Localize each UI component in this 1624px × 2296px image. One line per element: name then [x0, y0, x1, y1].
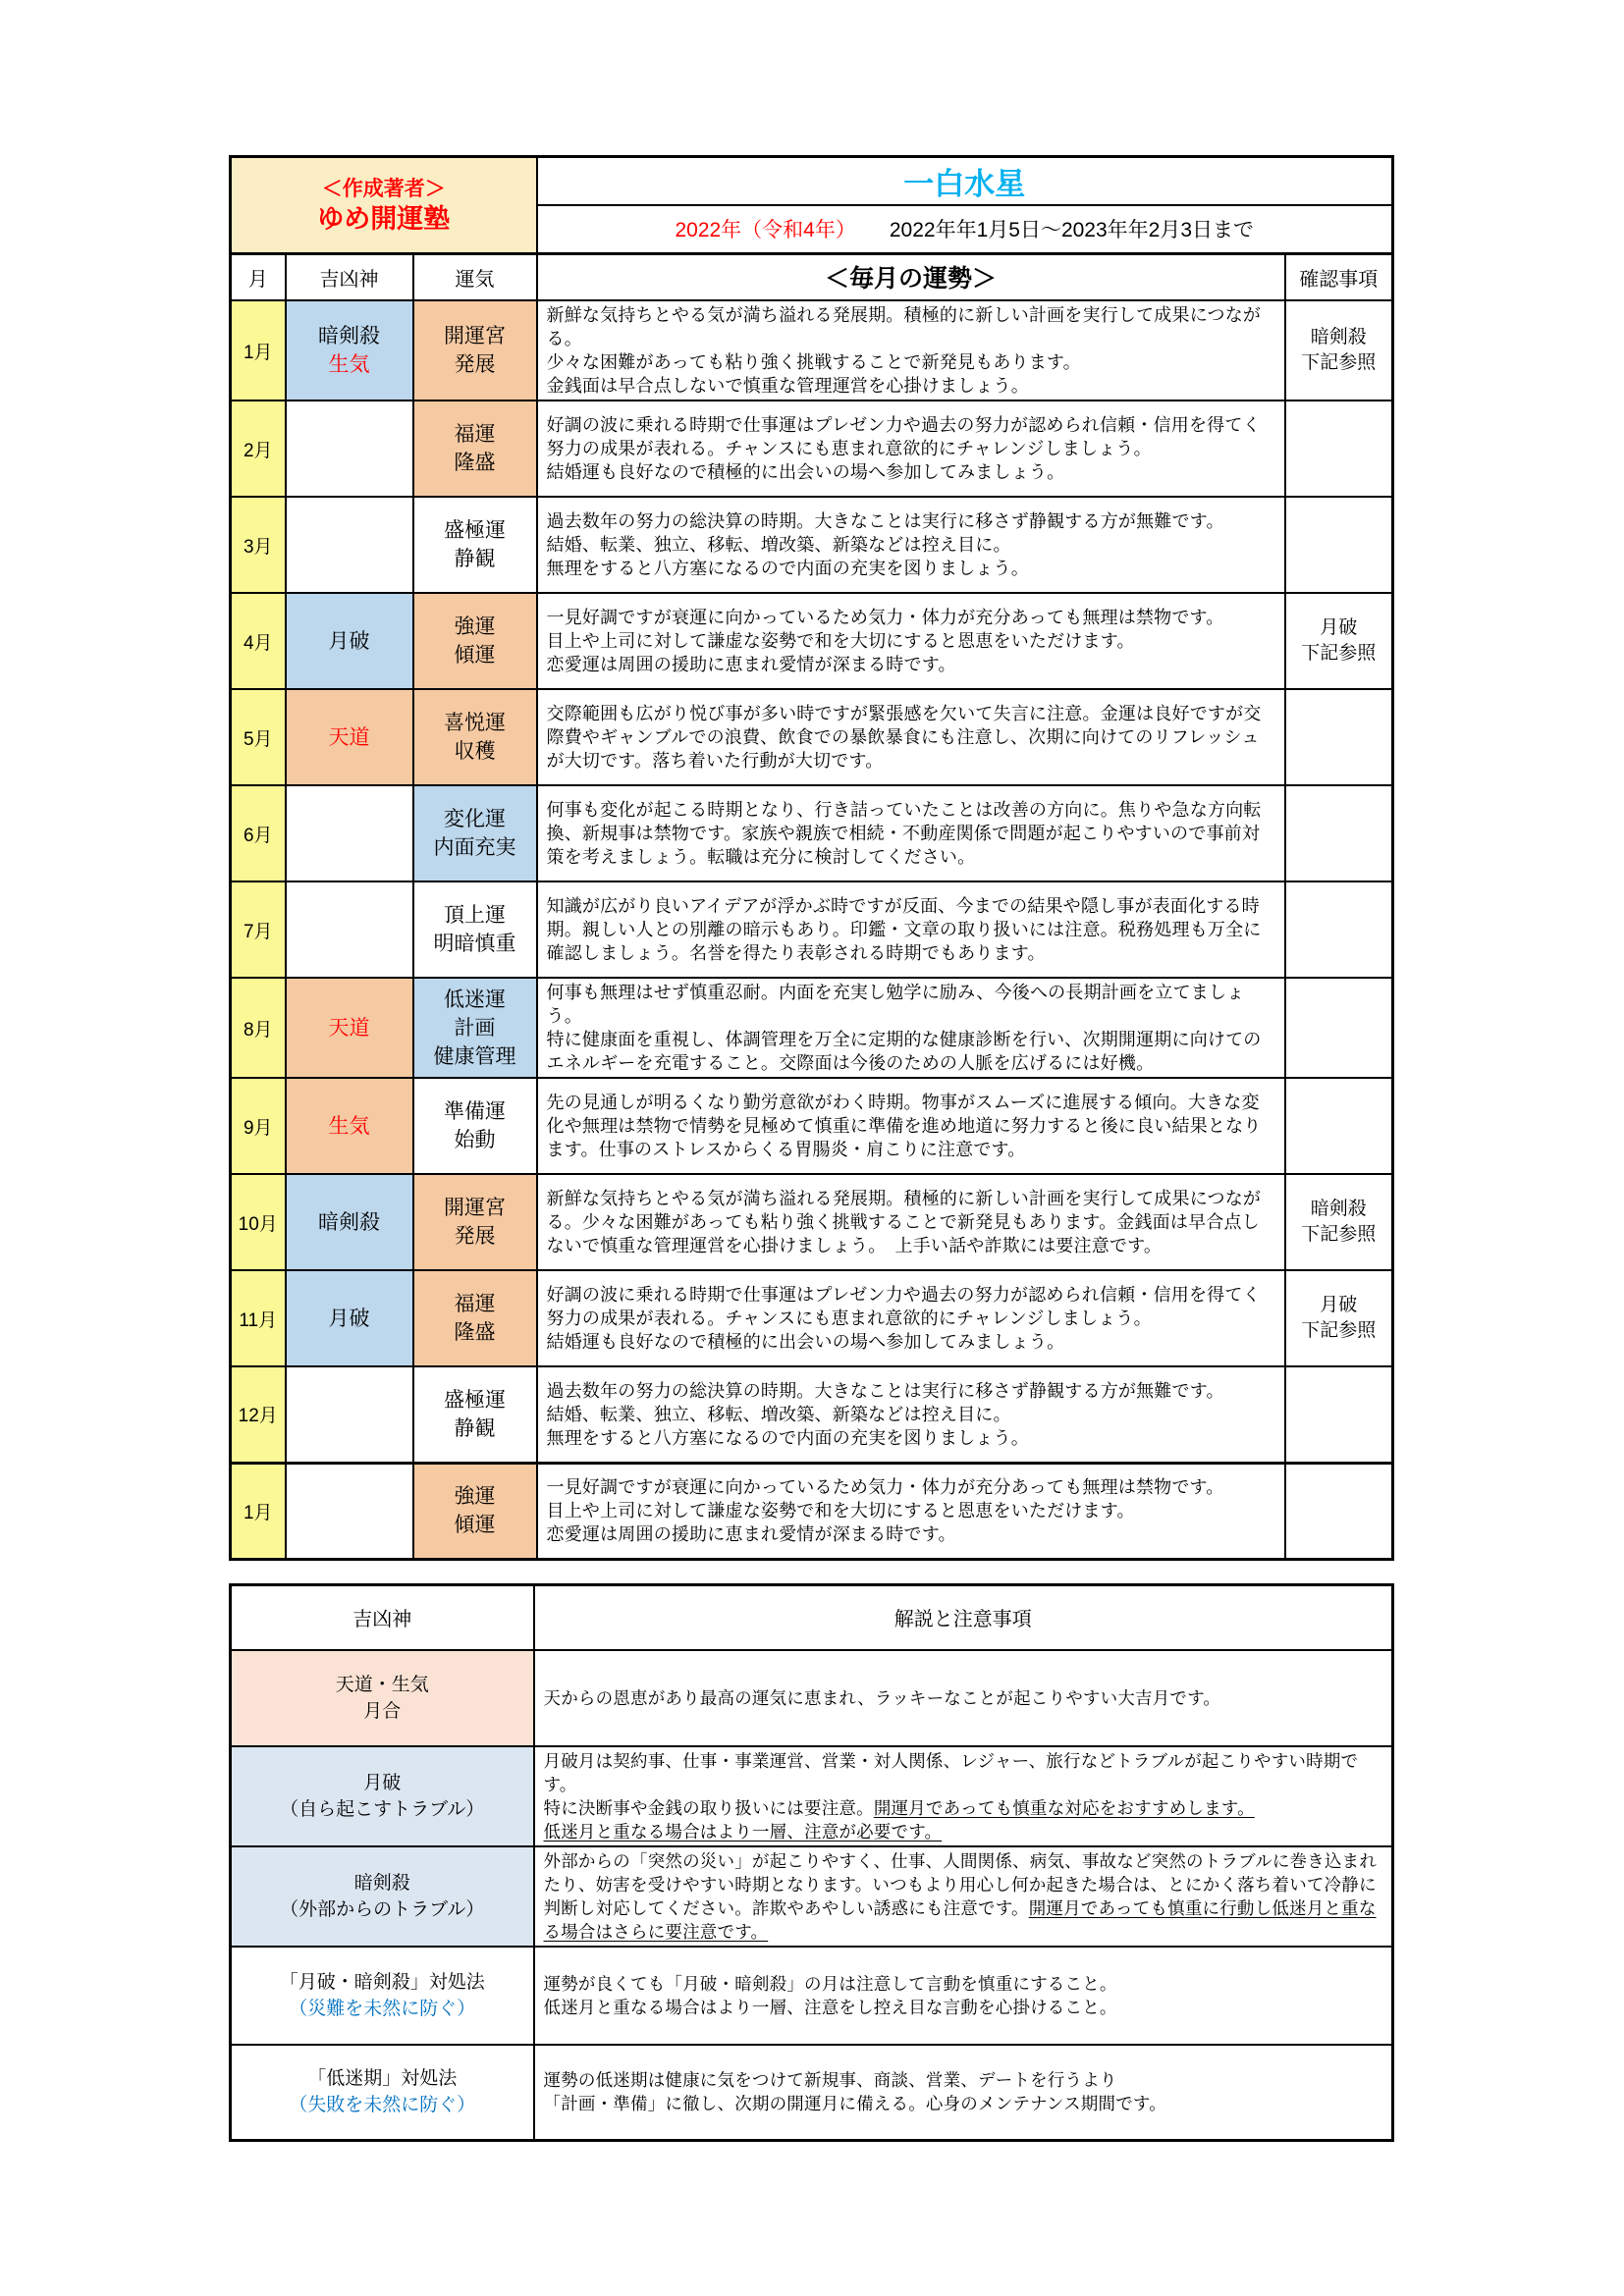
fortune-row [231, 400, 1393, 497]
month-cell: 1月 [231, 300, 286, 400]
kichi-cell [286, 593, 413, 689]
kichi-label: 月破 [328, 1307, 370, 1330]
header-title-row [231, 157, 1393, 206]
kichi-cell [286, 689, 413, 785]
legend-desc-segment: 低迷月と重なる場合はより一層、注意をし控え目な言動を心掛けること。 [543, 1997, 1117, 2017]
check-cell [1285, 1366, 1393, 1463]
month-cell: 12月 [231, 1366, 286, 1463]
legend-row [231, 1650, 1393, 1746]
legend-label-cell [231, 1947, 534, 2045]
unki-label: 喜悦運 [444, 712, 506, 734]
fortune-text-cell: 交際範囲も広がり悦び事が多い時ですが緊張感を欠いて失言に注意。金運は良好ですが交際費やギャンブルでの浪費、飲食での暴飲暴食にも注意し、次期に向けてのリフレッシュが大切です。落ち着いた行動が大切です。 [537, 689, 1285, 785]
check-cell [1285, 881, 1393, 978]
unki-label: 福運 [454, 423, 496, 446]
unki-cell [413, 1366, 537, 1463]
fortune-text-cell: 知識が広がり良いアイデアが浮かぶ時ですが反面、今までの結果や隠し事が表面化する時期。親しい人との別離の暗示もあり。印鑑・文章の取り扱いには注意。税務処理も万全に確認しましょう。名誉を得たり表彰される時期でもあります。 [537, 881, 1285, 978]
check-cell [1285, 1463, 1393, 1559]
check-cell [1285, 593, 1393, 689]
kichi-cell [286, 1078, 413, 1174]
kichi-label: 暗剣殺 [318, 325, 380, 347]
unki-cell [413, 300, 537, 400]
check-label: 月破 [1320, 617, 1358, 638]
period-label: 2022年年1月5日～2023年年2月3日まで [889, 219, 1255, 242]
legend-label-cell [231, 2045, 534, 2141]
kichi-cell [286, 1270, 413, 1366]
fortune-row [231, 785, 1393, 881]
legend-header-row [231, 1585, 1393, 1650]
kichi-cell [286, 978, 413, 1078]
check-cell [1285, 1078, 1393, 1174]
col-header-month: 月 [231, 253, 286, 300]
check-cell [1285, 785, 1393, 881]
month-cell: 4月 [231, 593, 286, 689]
unki-label: 発展 [454, 1225, 496, 1248]
kichi-cell [286, 1366, 413, 1463]
unki-cell [413, 785, 537, 881]
unki-cell [413, 881, 537, 978]
unki-cell [413, 689, 537, 785]
check-cell [1285, 1270, 1393, 1366]
unki-cell [413, 1463, 537, 1559]
kichi-cell [286, 400, 413, 497]
legend-row [231, 1746, 1393, 1846]
unki-label: 福運 [454, 1293, 496, 1315]
legend-desc-segment: 開運月であっても慎重な対応をおすすめします。 [873, 1797, 1255, 1818]
column-header-row [231, 253, 1393, 300]
legend-label-line: 「月破・暗剣殺」対処法 [279, 1971, 485, 1993]
unki-label: 隆盛 [454, 1321, 496, 1344]
fortune-row [231, 881, 1393, 978]
legend-desc-cell [534, 1947, 1393, 2045]
legend-row [231, 2045, 1393, 2141]
kichi-cell [286, 1463, 413, 1559]
year-label: 2022年（令和4年） [675, 219, 856, 242]
legend-desc-segment: 運勢が良くても「月破・暗剣殺」の月は注意して言動を慎重にすること。 [543, 1973, 1117, 1994]
unki-label: 盛極運 [444, 1388, 506, 1412]
kichi-label: 月破 [328, 629, 370, 653]
check-label: 下記参照 [1301, 352, 1377, 373]
legend-label-cell [231, 1650, 534, 1746]
fortune-row [231, 593, 1393, 689]
legend-label-line: （自ら起こすトラブル） [280, 1798, 485, 1820]
legend-row [231, 1846, 1393, 1947]
legend-desc-cell [534, 1746, 1393, 1846]
unki-cell [413, 1078, 537, 1174]
check-label: 暗剣殺 [1310, 1199, 1367, 1219]
check-label: 下記参照 [1301, 1320, 1377, 1341]
check-label: 下記参照 [1301, 643, 1377, 664]
check-cell [1285, 400, 1393, 497]
legend-desc-cell [534, 1650, 1393, 1746]
main-table-rows [231, 300, 1393, 1559]
unki-label: 頂上運 [444, 904, 506, 927]
legend-desc-segment: 月破月は契約事、仕事・事業運営、営業・対人関係、レジャー、旅行などトラブルが起こりやすい時期です。 [543, 1750, 1359, 1794]
fortune-row [231, 1078, 1393, 1174]
col-header-check: 確認事項 [1285, 253, 1393, 300]
legend-desc-segment: 外部からの「突然の災い」が起こりやすく、仕事、人間関係、病気、事故など突然のトラブルに巻き込まれたり、妨害を受けやすい時期となります。いつもより用心し何か起きた場合は、とにかく落ち着いて冷静に判断し対応してください。詐欺やあやしい誘惑にも注意です。 [543, 1850, 1378, 1918]
unki-label: 内面充実 [433, 836, 516, 859]
fortune-text-cell: 過去数年の努力の総決算の時期。大きなことは実行に移さず静観する方が無難です。 結婚、転業、独立、移転、増改築、新築などは控え目に。 無理をすると八方塞になるので内面の充実を図りましょう。 [537, 497, 1285, 593]
legend-label-line: 月合 [363, 1700, 402, 1722]
check-label: 下記参照 [1301, 1224, 1377, 1245]
unki-cell [413, 497, 537, 593]
check-label: 暗剣殺 [1310, 327, 1367, 347]
legend-header-kichi: 吉凶神 [231, 1585, 534, 1650]
check-cell [1285, 689, 1393, 785]
unki-label: 強運 [454, 615, 496, 638]
fortune-row [231, 1174, 1393, 1270]
legend-label-cell [231, 1846, 534, 1947]
fortune-text-cell: 好調の波に乗れる時期で仕事運はプレゼン力や過去の努力が認められ信頼・信用を得てく努力の成果が表れる。チャンスにも恵まれ意欲的にチャレンジしましょう。 結婚運も良好なので積極的に出会いの場へ参加してみましょう。 [537, 400, 1285, 497]
unki-label: 発展 [454, 353, 496, 376]
fortune-text-cell: 何事も変化が起こる時期となり、行き詰っていたことは改善の方向に。焦りや急な方向転換、新規事は禁物です。家族や親族で相続・不動産関係で問題が起こりやすいので事前対策を考えましょう。転職は充分に検討してください。 [537, 785, 1285, 881]
legend-label-line: （災難を未然に防ぐ） [289, 1998, 476, 2019]
month-cell: 10月 [231, 1174, 286, 1270]
fortune-text-cell: 何事も無理はせず慎重忍耐。内面を充実し勉学に励み、今後への長期計画を立てましょう。 特に健康面を重視し、体調管理を万全に定期的な健康診断を行い、次期開運期に向けてのエネルギーを充電すること。交際面は今後のための人脈を広げるには好機。 [537, 978, 1285, 1078]
month-cell: 6月 [231, 785, 286, 881]
unki-label: 健康管理 [433, 1044, 516, 1068]
kichi-label: 生気 [328, 1114, 370, 1138]
unki-label: 静観 [454, 1416, 496, 1440]
fortune-text-cell: 過去数年の努力の総決算の時期。大きなことは実行に移さず静観する方が無難です。 結婚、転業、独立、移転、増改築、新築などは控え目に。 無理をすると八方塞になるので内面の充実を図りましょう。 [537, 1366, 1285, 1463]
fortune-text-cell: 新鮮な気持ちとやる気が満ち溢れる発展期。積極的に新しい計画を実行して成果につながる。少々な困難があっても粘り強く挑戦することで新発見もあります。金銭面は早合点しないで慎重な管理運営を心掛けましょう。 上手い話や詐欺には要注意です。 [537, 1174, 1285, 1270]
unki-label: 傾運 [454, 644, 496, 667]
fortune-row [231, 1366, 1393, 1463]
legend-desc-segment: 天からの恩恵があり最高の運気に恵まれ、ラッキーなことが起こりやすい大吉月です。 [543, 1687, 1221, 1708]
kichi-cell [286, 881, 413, 978]
fortune-row [231, 1463, 1393, 1559]
legend-label-line: 月破 [363, 1772, 402, 1793]
legend-desc-segment: 開運月であっても慎重に行動し低迷月と重なる場合はさらに要注意です。 [543, 1897, 1377, 1942]
unki-label: 収穫 [454, 740, 496, 763]
kichi-label: 天道 [328, 725, 370, 749]
period-cell [537, 205, 1393, 253]
legend-table [229, 1583, 1394, 2142]
kichi-cell [286, 785, 413, 881]
fortune-row [231, 978, 1393, 1078]
kichi-label: 生気 [328, 353, 370, 376]
author-heading: ＜作成著者＞ [321, 177, 446, 200]
legend-desc-cell [534, 1846, 1393, 1947]
unki-label: 静観 [454, 548, 496, 570]
fortune-text-cell: 一見好調ですが衰運に向かっているため気力・体力が充分あっても無理は禁物です。 目上や上司に対して謙虚な姿勢で和を大切にすると恩恵をいただけます。 恋愛運は周囲の援助に恵まれ愛情が深まる時です。 [537, 593, 1285, 689]
check-cell [1285, 978, 1393, 1078]
month-cell: 3月 [231, 497, 286, 593]
legend-label-line: 暗剣殺 [353, 1872, 410, 1894]
unki-label: 開運宮 [444, 325, 506, 347]
unki-label: 盛極運 [444, 519, 506, 542]
legend-desc-cell [534, 2045, 1393, 2141]
month-cell: 9月 [231, 1078, 286, 1174]
month-cell: 8月 [231, 978, 286, 1078]
fortune-row [231, 689, 1393, 785]
unki-cell [413, 1174, 537, 1270]
unki-label: 低迷運 [444, 988, 506, 1011]
legend-desc-segment: 低迷月と重なる場合はより一層、注意が必要です。 [543, 1821, 943, 1842]
legend-desc-segment: 運勢の低迷期は健康に気をつけて新規事、商談、営業、デートを行うより [543, 2070, 1117, 2091]
legend-desc-segment: 特に決断事や金銭の取り扱いには要注意。 [543, 1797, 874, 1818]
check-cell [1285, 300, 1393, 400]
check-cell [1285, 1174, 1393, 1270]
unki-cell [413, 400, 537, 497]
month-cell: 11月 [231, 1270, 286, 1366]
legend-label-cell [231, 1746, 534, 1846]
col-header-unki: 運気 [413, 253, 537, 300]
fortune-text-cell: 新鮮な気持ちとやる気が満ち溢れる発展期。積極的に新しい計画を実行して成果につながる。 少々な困難があっても粘り強く挑戦することで新発見もあります。 金銭面は早合点しないで慎重な管理運営を心掛けましょう。 [537, 300, 1285, 400]
kichi-label: 暗剣殺 [318, 1210, 380, 1234]
fortune-text-cell: 好調の波に乗れる時期で仕事運はプレゼン力や過去の努力が認められ信頼・信用を得てく努力の成果が表れる。チャンスにも恵まれ意欲的にチャレンジしましょう。 結婚運も良好なので積極的に出会いの場へ参加してみましょう。 [537, 1270, 1285, 1366]
fortune-text-cell: 先の見通しが明るくなり勤労意欲がわく時期。物事がスムーズに進展する傾向。大きな変化や無理は禁物で情勢を見極めて慎重に準備を進め地道に努力すると後に良い結果となります。仕事のストレスからくる胃腸炎・肩こりに注意です。 [537, 1078, 1285, 1174]
check-label: 月破 [1320, 1295, 1358, 1315]
legend-desc-segment: 「計画・準備」に徹し、次期の開運月に備える。心身のメンテナンス期間です。 [543, 2094, 1166, 2114]
fortune-row [231, 497, 1393, 593]
legend-label-line: 天道・生気 [335, 1674, 429, 1695]
unki-label: 明暗慎重 [433, 933, 516, 955]
unki-label: 隆盛 [454, 452, 496, 474]
kichi-cell [286, 1174, 413, 1270]
month-cell: 7月 [231, 881, 286, 978]
month-cell: 5月 [231, 689, 286, 785]
author-name: ゆめ開運塾 [317, 203, 451, 234]
month-cell: 1月 [231, 1463, 286, 1559]
unki-label: 強運 [454, 1485, 496, 1508]
fortune-row [231, 300, 1393, 400]
unki-label: 始動 [454, 1129, 496, 1151]
legend-label-line: （失敗を未然に防ぐ） [289, 2095, 476, 2116]
legend-row [231, 1947, 1393, 2045]
unki-label: 開運宮 [444, 1197, 506, 1219]
author-box [231, 157, 537, 254]
main-fortune-table [229, 155, 1394, 1561]
unki-cell [413, 1270, 537, 1366]
star-title: 一白水星 [537, 157, 1393, 206]
fortune-row [231, 1270, 1393, 1366]
fortune-text-cell: 一見好調ですが衰運に向かっているため気力・体力が充分あっても無理は禁物です。 目上や上司に対して謙虚な姿勢で和を大切にすると恩恵をいただけます。 恋愛運は周囲の援助に恵まれ愛情が深まる時です。 [537, 1463, 1285, 1559]
legend-label-line: 「低迷期」対処法 [307, 2068, 458, 2090]
check-cell [1285, 497, 1393, 593]
unki-cell [413, 978, 537, 1078]
legend-table-rows [231, 1650, 1393, 2141]
unki-label: 準備運 [444, 1100, 506, 1123]
legend-header-desc: 解説と注意事項 [534, 1585, 1393, 1650]
legend-label-line: （外部からのトラブル） [280, 1898, 485, 1920]
col-header-fortune: ＜毎月の運勢＞ [537, 253, 1285, 300]
unki-label: 変化運 [444, 808, 506, 830]
unki-label: 傾運 [454, 1514, 496, 1536]
kichi-cell [286, 497, 413, 593]
month-cell: 2月 [231, 400, 286, 497]
kichi-cell [286, 300, 413, 400]
unki-label: 計画 [454, 1016, 496, 1040]
col-header-kichi: 吉凶神 [286, 253, 413, 300]
unki-cell [413, 593, 537, 689]
kichi-label: 天道 [328, 1016, 370, 1040]
